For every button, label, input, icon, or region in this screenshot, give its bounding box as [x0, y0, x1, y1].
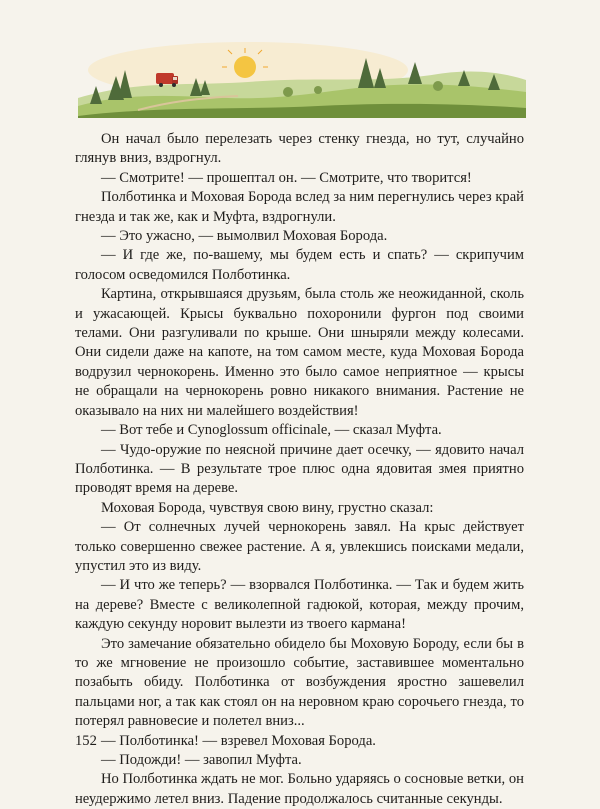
paragraph: Картина, открывшаяся друзьям, была столь же неожиданной, сколь и ужасающей. Крысы буквально похоронили фургон под своими телами. Они разгуливали по крыше. Они шныряли между колесами. Они сидели даже на капоте, на том самом месте, куда Моховая Борода водрузил чернокорень. Именно это было самое неприятное — крысы не обращали на чернокорень ровно никакого внимания. Растение не оказывало на них ни малейшего воздействия! — [75, 286, 524, 419]
paragraph: — От солнечных лучей чернокорень завял. На крыс действует только совершенно свежее растение. А я, увлекшись поисками медали, упустил это из виду. — [75, 519, 524, 574]
paragraph: Полботинка и Моховая Борода вслед за ним перегнулись через край гнезда и так же, как и Муфта, вздрогнули. — [75, 189, 524, 225]
paragraph: — Вот тебе и Cynoglossum officinale, — сказал Муфта. — [101, 422, 442, 439]
paragraph: — И что же теперь? — взорвался Полботинка. — Так и будем жить на дереве? Вместе с великолепной гадюкой, которая, между прочим, каждую секунду норовит вылезти из твоего кармана! — [75, 577, 524, 633]
paragraph: — Полботинка! — взревел Моховая Борода. — [101, 732, 376, 749]
paragraph: Но Полботинка ждать не мог. Больно ударяясь о сосновые ветки, он неудержимо летел вниз. Падение продолжалось считанные секунды. — [75, 771, 524, 807]
paragraph: — Чудо-оружие по неясной причине дает осечку, — ядовито начал Полботинка. — В результате трое плюс одна ядовитая змея приятно проводят время на дереве. — [75, 441, 524, 497]
paragraph: — Подожди! — завопил Муфта. — [101, 752, 302, 768]
paragraph: Он начал было перелезать через стенку гнезда, но тут, случайно глянув вниз, вздрогнул. — [75, 131, 524, 167]
paragraph: Это замечание обязательно обидело бы Моховую Бороду, если бы в то же мгновение не произошло событие, заставившее моментально позабыть обиду. Полботинка от возбуждения яростно зашевелил пальцами ног, а так как стоял он на неровном краю сорочьего гнезда, то потерял равновесие и полетел вниз... — [75, 635, 524, 730]
landscape-illustration — [78, 40, 526, 118]
sun-icon — [234, 56, 256, 78]
paragraph: — Смотрите! — прошептал он. — Смотрите, что творится! — [101, 169, 472, 186]
paragraph: Моховая Борода, чувствуя свою вину, грустно сказал: — [101, 499, 434, 516]
paragraph: — И где же, по-вашему, мы будем есть и спать? — скрипучим голосом осведомился Полботинка. — [75, 247, 524, 283]
paragraph: — Это ужасно, — вымолвил Моховая Борода. — [101, 228, 388, 245]
main-text — [75, 130, 524, 809]
page-number: 152 — [75, 733, 97, 749]
